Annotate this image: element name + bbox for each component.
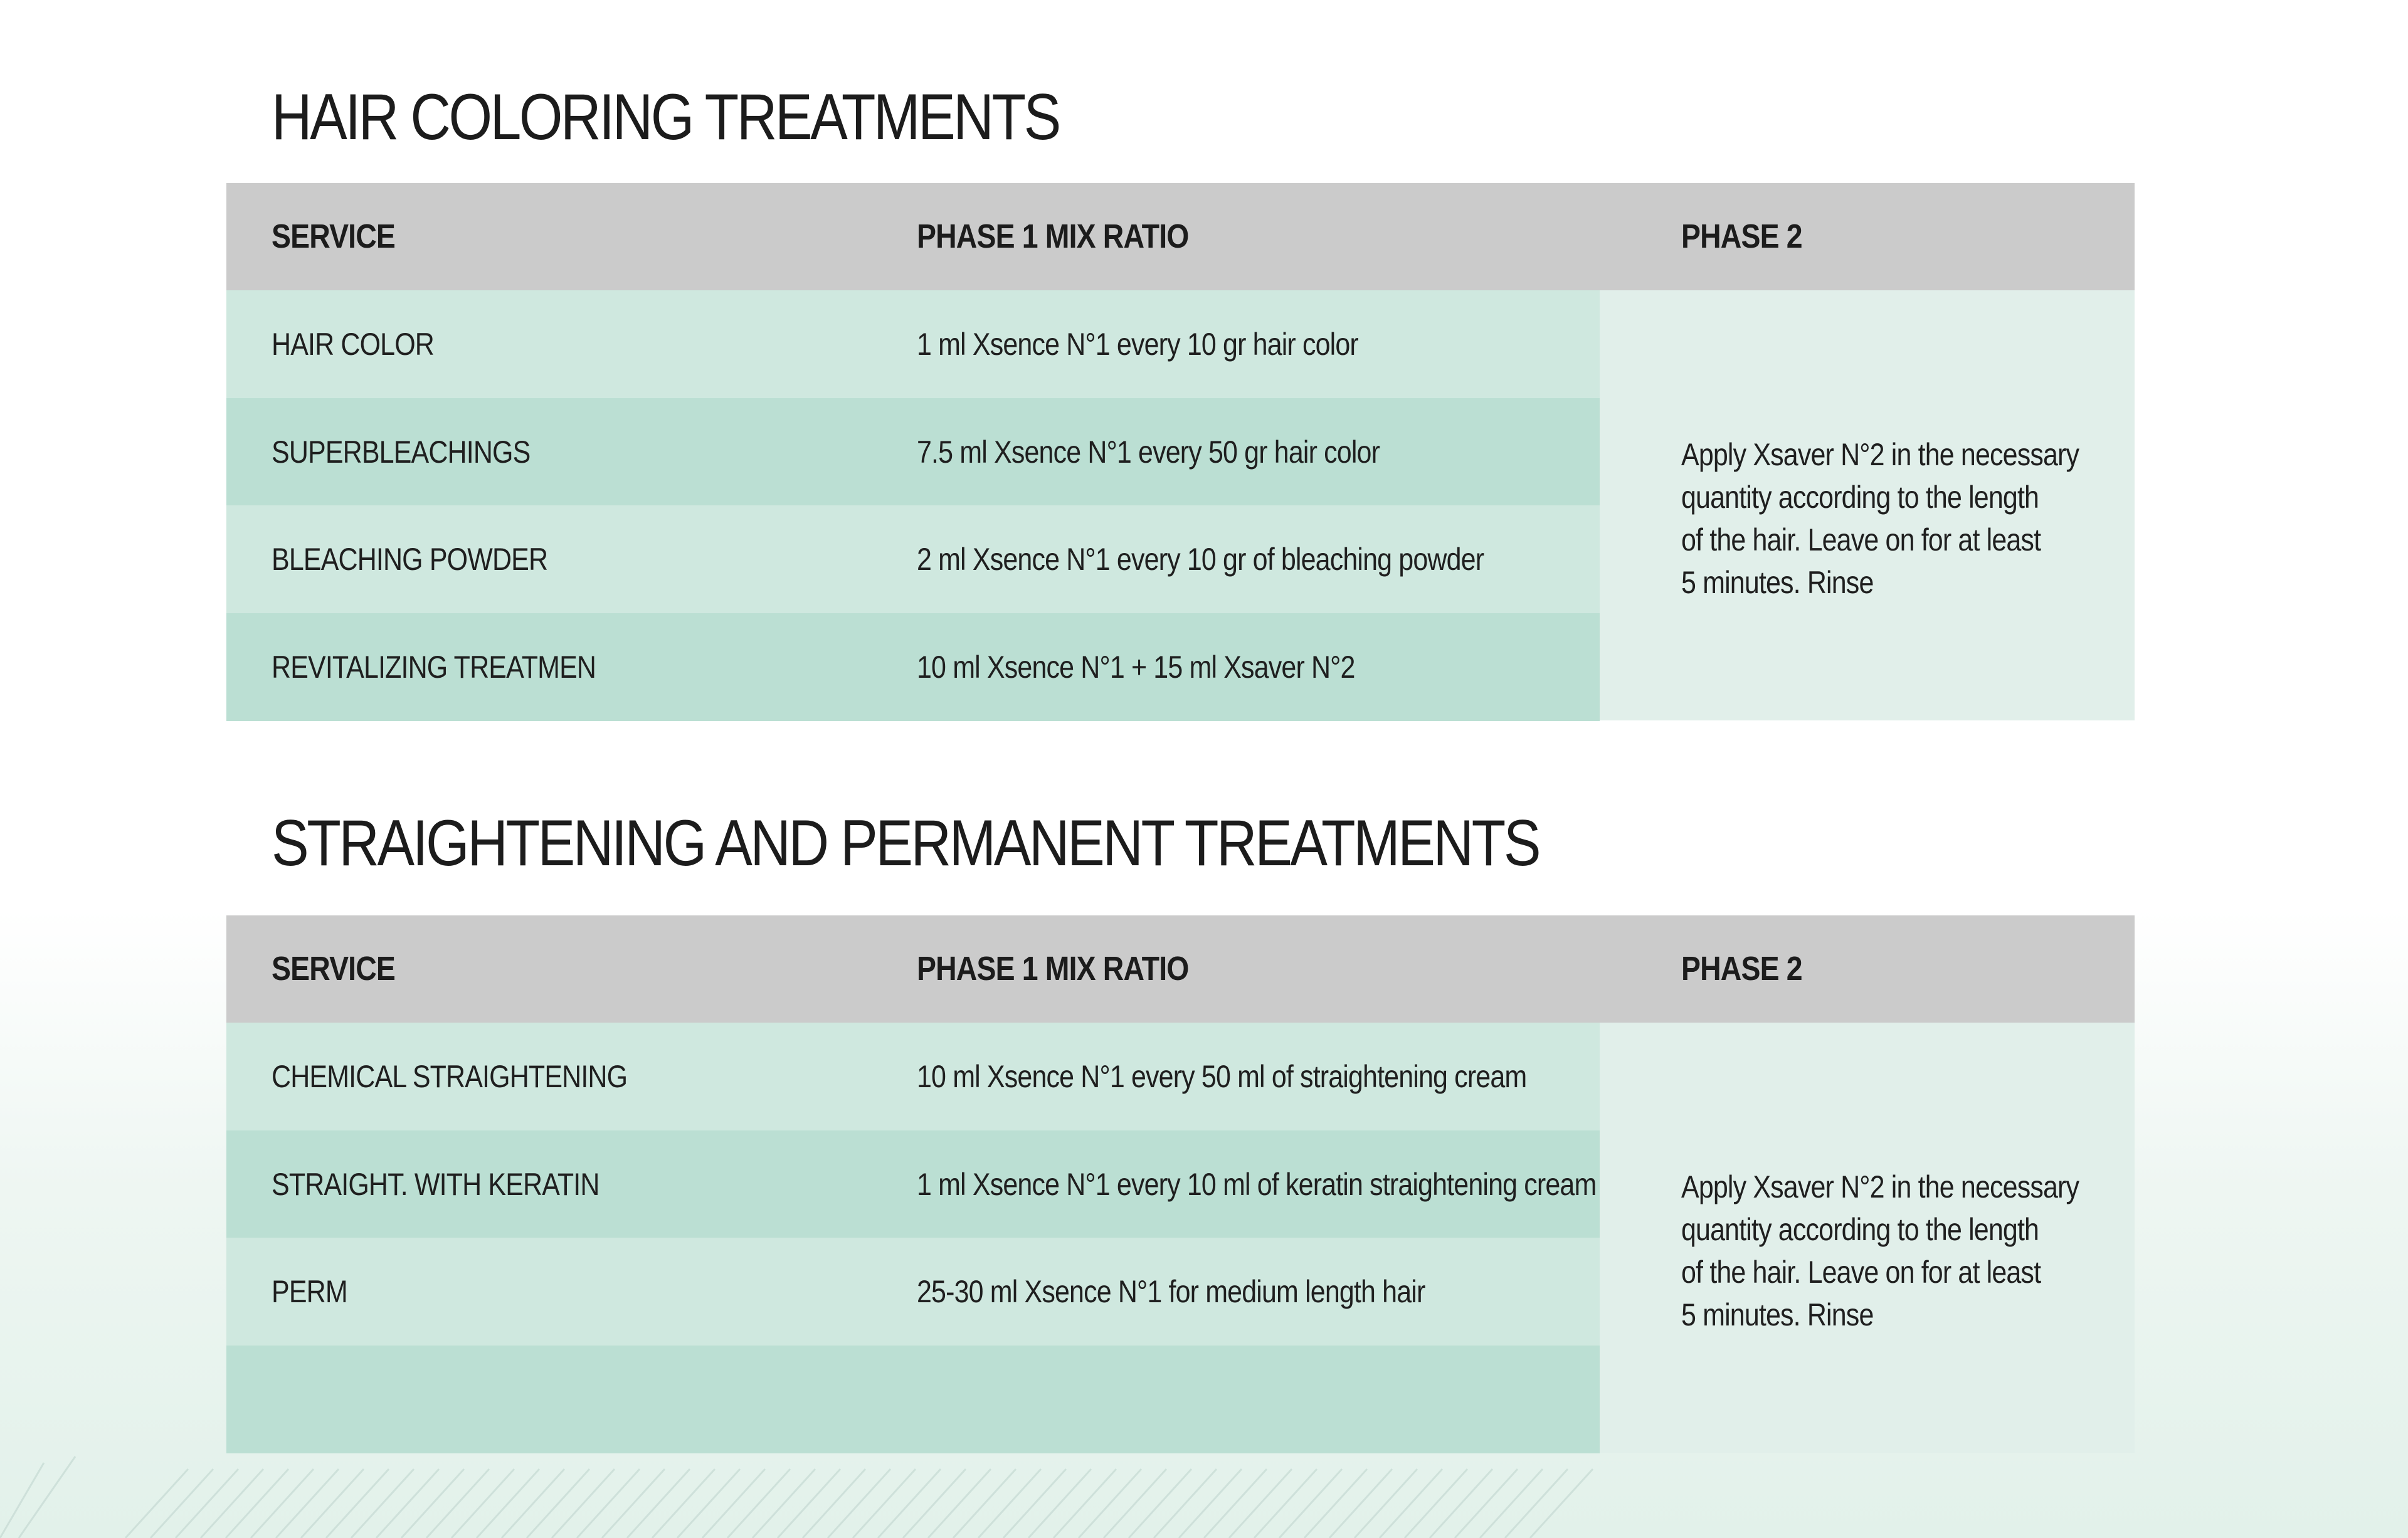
service-cell: BLEACHING POWDER (272, 542, 548, 577)
table-row (226, 1238, 1600, 1346)
phase2-instructions: Apply Xsaver N°2 in the necessary quantity according to the length of the hair. Leave on for at least 5 minutes. Rinse (1681, 437, 2079, 600)
mix-ratio-cell: 1 ml Xsence N°1 every 10 ml of keratin straightening cream (917, 1167, 1597, 1202)
mix-ratio-cell: 25-30 ml Xsence N°1 for medium length hair (917, 1274, 1425, 1309)
table-row (226, 290, 1600, 398)
service-cell: REVITALIZING TREATMEN (272, 650, 596, 685)
phase2-instructions: Apply Xsaver N°2 in the necessary quantity according to the length of the hair. Leave on for at least 5 minutes. Rinse (1681, 1169, 2079, 1332)
header-phase2: PHASE 2 (1681, 218, 1802, 255)
header-service: SERVICE (272, 218, 396, 255)
mix-ratio-cell: 2 ml Xsence N°1 every 10 gr of bleaching powder (917, 542, 1484, 577)
service-cell: HAIR COLOR (272, 327, 435, 362)
table-row (226, 1130, 1600, 1238)
phase2-cell (1600, 1023, 2135, 1453)
mix-ratio-cell: 1 ml Xsence N°1 every 10 gr hair color (917, 327, 1358, 362)
service-cell: SUPERBLEACHINGS (272, 435, 531, 470)
table-row (226, 613, 1600, 721)
table-row (226, 1346, 1600, 1453)
section-title: HAIR COLORING TREATMENTS (272, 81, 1059, 154)
mix-ratio-cell: 10 ml Xsence N°1 every 50 ml of straightening cream (917, 1059, 1527, 1094)
service-cell: STRAIGHT. WITH KERATIN (272, 1167, 599, 1202)
section-title: STRAIGHTENING AND PERMANENT TREATMENTS (272, 807, 1539, 880)
mix-ratio-cell: 7.5 ml Xsence N°1 every 50 gr hair color (917, 435, 1380, 470)
table-row (226, 505, 1600, 613)
service-cell: PERM (272, 1274, 347, 1309)
table-header (226, 915, 2135, 1023)
mix-ratio-cell: 10 ml Xsence N°1 + 15 ml Xsaver N°2 (917, 650, 1355, 685)
header-service: SERVICE (272, 950, 396, 988)
header-phase1: PHASE 1 MIX RATIO (917, 950, 1189, 988)
service-cell: CHEMICAL STRAIGHTENING (272, 1059, 628, 1094)
table-row (226, 1023, 1600, 1130)
header-phase1: PHASE 1 MIX RATIO (917, 218, 1189, 255)
header-phase2: PHASE 2 (1681, 950, 1802, 988)
phase2-cell (1600, 290, 2135, 720)
table-row (226, 398, 1600, 506)
table-header (226, 183, 2135, 290)
